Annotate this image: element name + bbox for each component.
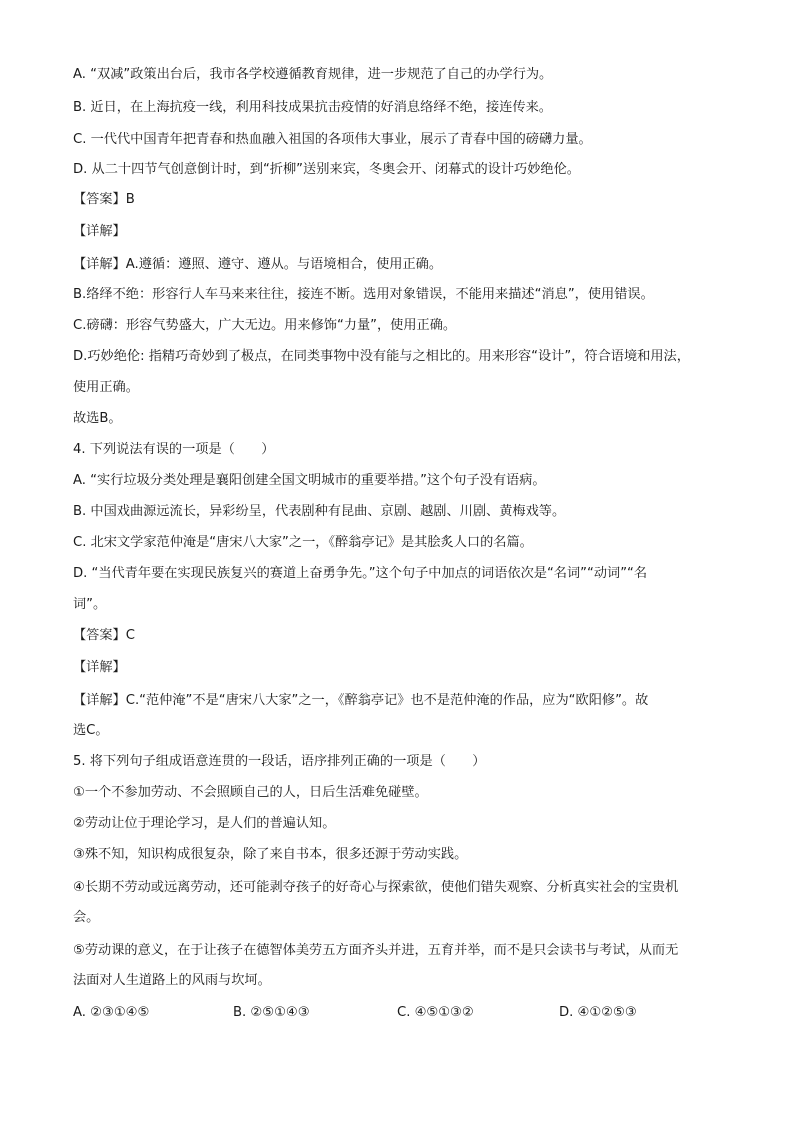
q5-sentence-5-cont: 法面对人生道路上的风雨与坎坷。	[73, 973, 271, 988]
q3-option-a: A. “双减”政策出台后，我市各学校遵循教育规律，进一步规范了自己的办学行为。	[73, 67, 553, 82]
q5-sentence-4: ④长期不劳动或远离劳动，还可能剥夺孩子的好奇心与探索欲，使他们错失观察、分析真实社会的宝贵机	[73, 880, 679, 895]
q4-option-d: D. “当代青年要在实现民族复兴的赛道上奋勇争先。”这个句子中加点的词语依次是“名词”“动词”“名	[73, 566, 648, 581]
q4-option-d-cont: 词”。	[73, 597, 107, 612]
q3-explanation-d: D.巧妙绝伦: 指精巧奇妙到了极点，在同类事物中没有能与之相比的。用来形容“设计”，符合语境和用法，	[73, 349, 690, 364]
q3-explanation-a: 【详解】A.遵循：遵照、遵守、遵从。与语境相合，使用正确。	[73, 257, 443, 272]
q3-option-c: C. 一代代中国青年把青春和热血融入祖国的各项伟大事业，展示了青春中国的磅礴力量。	[73, 132, 592, 147]
q4-answer: 【答案】C	[73, 628, 135, 643]
q3-option-d: D. 从二十四节气创意倒计时，到“折柳”送别来宾，冬奥会开、闭幕式的设计巧妙绝伦。	[73, 162, 580, 177]
q5-sentence-4-cont: 会。	[73, 910, 100, 925]
q5-option-b: B. ②⑤①④③	[233, 1005, 310, 1020]
q5-sentence-1: ①一个不参加劳动、不会照顾自己的人，日后生活难免碰壁。	[73, 785, 428, 800]
q5-option-d: D. ④①②⑤③	[559, 1005, 637, 1020]
q4-explanation: 【详解】C.“范仲淹”不是“唐宋八大家”之一，《醉翁亭记》也不是范仲淹的作品，应为“欧阳修”。故	[73, 693, 649, 708]
q5-sentence-3: ③殊不知，知识构成很复杂，除了来自书本，很多还源于劳动实践。	[73, 847, 468, 862]
q5-stem: 5. 将下列句子组成语意连贯的一段话，语序排列正确的一项是（ ）	[73, 754, 486, 769]
q3-conclusion: 故选B。	[73, 411, 122, 426]
q4-stem: 4. 下列说法有误的一项是（ ）	[73, 442, 275, 457]
q4-option-a: A. “实行垃圾分类处理是襄阳创建全国文明城市的重要举措。”这个句子没有语病。	[73, 473, 546, 488]
q3-answer: 【答案】B	[73, 192, 135, 207]
q3-explanation-c: C.磅礴：形容气势盛大，广大无边。用来修饰“力量”，使用正确。	[73, 318, 457, 333]
q3-option-b: B. 近日，在上海抗疫一线，利用科技成果抗击疫情的好消息络绎不绝，接连传来。	[73, 100, 552, 115]
q5-option-c: C. ④⑤①③②	[397, 1005, 474, 1020]
q5-sentence-5: ⑤劳动课的意义，在于让孩子在德智体美劳五方面齐头并进，五育并举，而不是只会读书与考试，从而无	[73, 943, 679, 958]
q4-option-c: C. 北宋文学家范仲淹是“唐宋八大家”之一，《醉翁亭记》是其脍炙人口的名篇。	[73, 535, 533, 550]
q5-option-a: A. ②③①④⑤	[73, 1005, 150, 1020]
q5-sentence-2: ②劳动让位于理论学习，是人们的普遍认知。	[73, 816, 336, 831]
q4-explanation-heading: 【详解】	[73, 660, 126, 675]
q5-options	[73, 1003, 733, 1023]
q3-explanation-d-cont: 使用正确。	[73, 380, 139, 395]
q3-explanation-b: B.络绎不绝：形容行人车马来来往往，接连不断。选用对象错误，不能用来描述“消息”，使用错误。	[73, 287, 654, 302]
q3-explanation-heading: 【详解】	[73, 224, 126, 239]
q4-explanation-cont: 选C。	[73, 723, 109, 738]
q4-option-b: B. 中国戏曲源远流长，异彩纷呈，代表剧种有昆曲、京剧、越剧、川剧、黄梅戏等。	[73, 504, 566, 519]
